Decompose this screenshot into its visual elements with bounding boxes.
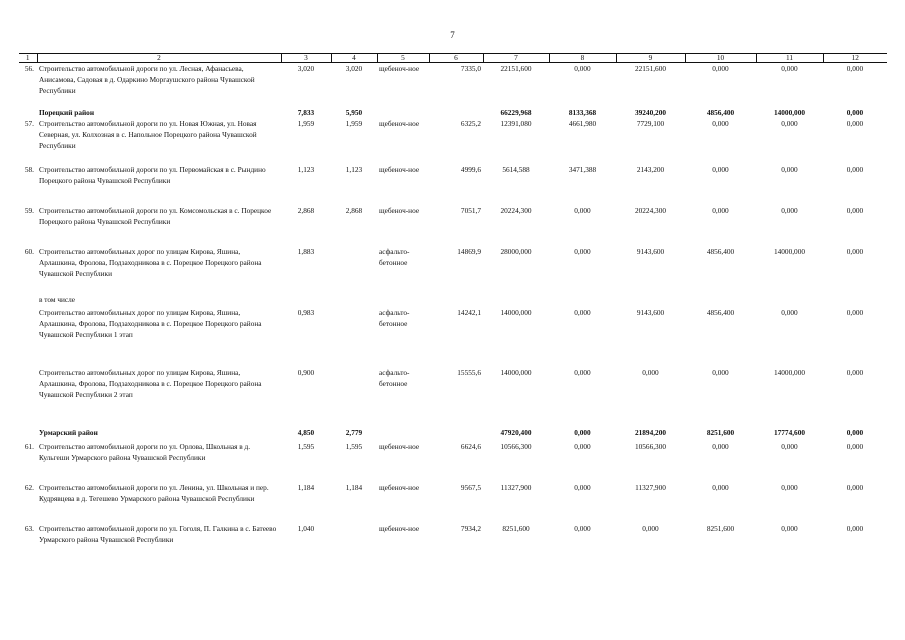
year-3-amount-cell: 0,000	[781, 523, 798, 533]
length-commissioned-cell: 1,184	[345, 482, 363, 492]
length-total-cell: 0,983	[297, 307, 315, 317]
year-1-amount-cell: 9143,600	[636, 307, 665, 317]
year-3-amount-cell: 14000,000	[773, 246, 805, 256]
total-cost-cell: 8251,600	[502, 523, 530, 533]
year-1-amount-cell: 20224,300	[634, 205, 666, 215]
year-3-amount-cell	[756, 294, 823, 307]
note-row	[19, 294, 887, 307]
page-number: 7	[450, 30, 455, 40]
length-commissioned-cell: 1,959	[345, 118, 363, 128]
length-commissioned-cell: 5,950	[345, 107, 363, 117]
length-total-cell: 3,020	[297, 64, 315, 73]
unit-cost-cell: 6624,6	[460, 441, 481, 451]
year-4-amount-cell: 0,000	[846, 107, 864, 117]
column-number: 1	[19, 54, 37, 63]
surface-type-cell: щебеноч-ное	[379, 482, 420, 492]
surface-type-cell: щебеноч-ное	[379, 118, 420, 128]
surface-type-cell	[377, 294, 429, 307]
year-4-amount-cell: 0,000	[846, 205, 864, 215]
spent-before-cell: 0,000	[574, 427, 591, 437]
spent-before-cell: 0,000	[574, 246, 591, 256]
year-3-amount-cell: 0,000	[781, 164, 798, 174]
column-number: 3	[281, 54, 331, 63]
total-cost-cell: 10566,300	[500, 441, 532, 451]
row-number-cell	[19, 367, 37, 427]
total-cost-cell: 11327,900	[500, 482, 532, 492]
object-name-cell: Строительство автомобильной дороги по ул. Лесная, Афанасьева, Анисамова, Садовая в д. Одаркино Моргаушского района Чувашской Республики	[39, 64, 255, 95]
table-row	[19, 63, 887, 107]
year-4-amount-cell	[823, 294, 887, 307]
total-cost-cell: 20224,300	[500, 205, 532, 215]
unit-cost-cell: 4999,6	[460, 164, 481, 174]
length-total-cell: 1,184	[297, 482, 315, 492]
total-cost-cell: 12391,080	[500, 118, 532, 128]
column-number: 7	[483, 54, 549, 63]
row-number-cell: 63.	[24, 523, 34, 533]
year-3-amount-cell: 0,000	[781, 482, 798, 492]
total-cost-cell: 28000,000	[500, 246, 532, 256]
object-name-cell: Строительство автомобильной дороги по ул. Первомайская в с. Рындино Порецкого района Чувашской Республики	[39, 164, 266, 185]
year-2-amount-cell: 4856,400	[706, 107, 735, 117]
unit-cost-cell: 14242,1	[457, 307, 481, 317]
row-number-cell	[19, 307, 37, 367]
table-row	[19, 482, 887, 523]
year-2-amount-cell: 0,000	[712, 441, 729, 451]
year-2-amount-cell	[685, 294, 756, 307]
unit-cost-cell: 15555,6	[457, 367, 481, 377]
year-4-amount-cell: 0,000	[846, 482, 864, 492]
year-1-amount-cell: 0,000	[642, 523, 659, 533]
table-row	[19, 164, 887, 205]
row-number-cell: 61.	[24, 441, 34, 451]
surface-type-cell: асфальто-бетонное	[379, 307, 410, 328]
year-2-amount-cell: 4856,400	[706, 307, 735, 317]
total-cost-cell: 5614,588	[502, 164, 530, 174]
total-cost-cell: 47920,400	[500, 427, 532, 437]
unit-cost-cell	[429, 294, 483, 307]
year-1-amount-cell: 11327,900	[635, 482, 666, 492]
length-commissioned-cell: 3,020	[345, 64, 363, 73]
spent-before-cell: 0,000	[574, 307, 591, 317]
spent-before-cell: 0,000	[574, 64, 591, 73]
length-commissioned-cell: 2,868	[345, 205, 363, 215]
year-4-amount-cell: 0,000	[846, 118, 864, 128]
spent-before-cell: 0,000	[574, 482, 591, 492]
length-total-cell: 2,868	[297, 205, 315, 215]
spent-before-cell: 0,000	[574, 523, 591, 533]
object-name-cell: в том числе	[39, 294, 76, 304]
financing-table	[19, 53, 887, 564]
length-commissioned-cell	[331, 307, 377, 367]
year-2-amount-cell: 0,000	[712, 367, 729, 377]
column-number: 9	[616, 54, 685, 63]
year-3-amount-cell: 14000,000	[773, 367, 805, 377]
year-2-amount-cell: 8251,600	[706, 427, 735, 437]
length-commissioned-cell: 1,595	[345, 441, 363, 451]
unit-cost-cell: 9567,5	[460, 482, 481, 492]
length-commissioned-cell	[331, 246, 377, 294]
surface-type-cell: щебеноч-ное	[379, 164, 420, 174]
object-name-cell: Строительство автомобильной дороги по ул. Гоголя, П. Галкина в с. Батеево Урмарского района Чувашской Республики	[39, 523, 277, 544]
table-row	[19, 523, 887, 564]
spent-before-cell: 3471,388	[568, 164, 597, 174]
unit-cost-cell: 7934,2	[460, 523, 481, 533]
object-name-cell: Строительство автомобильной дороги по ул. Комсомольская в с. Порецкое Порецкого района Чувашской Республики	[39, 205, 272, 226]
unit-cost-cell: 6325,2	[460, 118, 481, 128]
year-3-amount-cell: 0,000	[781, 205, 798, 215]
year-1-amount-cell: 39240,200	[634, 107, 666, 117]
year-2-amount-cell: 0,000	[712, 482, 729, 492]
year-1-amount-cell: 7729,100	[636, 118, 665, 128]
row-number-cell: 58.	[24, 164, 34, 174]
year-2-amount-cell: 8251,600	[706, 523, 735, 533]
table-row	[19, 307, 887, 367]
year-3-amount-cell: 0,000	[781, 64, 798, 73]
year-1-amount-cell: 21894,200	[634, 427, 666, 437]
length-commissioned-cell	[331, 367, 377, 427]
total-cost-cell	[483, 294, 549, 307]
year-4-amount-cell: 0,000	[846, 441, 864, 451]
object-name-cell: Строительство автомобильных дорог по улицам Кирова, Яшина, Арлашкина, Фролова, Подзаходникова в с. Порецкое Порецкого района Чувашской Республики	[39, 246, 262, 278]
object-name-cell: Строительство автомобильной дороги по ул. Новая Южная, ул. Новая Северная, ул. Колхозная в с. Напольное Порецкого района Чувашской Республики	[39, 118, 257, 150]
object-name-cell: Строительство автомобильной дороги по ул. Ленина, ул. Школьная и пер. Кудрявцева в д. Тегешево Урмарского района Чувашской Республики	[39, 482, 269, 503]
spent-before-cell: 4661,980	[568, 118, 597, 128]
table-row	[19, 367, 887, 427]
year-4-amount-cell: 0,000	[846, 64, 864, 73]
table-row	[19, 441, 887, 482]
table-row	[19, 246, 887, 294]
year-4-amount-cell: 0,000	[846, 523, 864, 533]
surface-type-cell: щебеноч-ное	[379, 441, 420, 451]
row-number-cell: 57.	[24, 118, 34, 128]
row-number-cell	[19, 294, 37, 307]
year-3-amount-cell: 0,000	[781, 118, 798, 128]
year-4-amount-cell: 0,000	[846, 307, 864, 317]
year-4-amount-cell: 0,000	[846, 427, 864, 437]
length-total-cell: 1,959	[297, 118, 315, 128]
year-2-amount-cell: 4856,400	[706, 246, 735, 256]
row-number-cell: 59.	[24, 205, 34, 215]
length-total-cell: 1,040	[297, 523, 315, 533]
length-commissioned-cell: 2,779	[345, 427, 363, 437]
length-total-cell: 1,123	[297, 164, 315, 174]
column-number: 4	[331, 54, 377, 63]
total-cost-cell: 66229,968	[500, 107, 532, 117]
length-total-cell	[281, 294, 331, 307]
spent-before-cell: 8133,368	[568, 107, 597, 117]
object-name-cell: Строительство автомобильных дорог по улицам Кирова, Яшина, Арлашкина, Фролова, Подзаходникова в с. Порецкое Порецкого района Чувашской Республики 2 этап	[39, 367, 262, 399]
table-row	[19, 118, 887, 164]
surface-type-cell: щебеноч-ное	[379, 205, 420, 215]
unit-cost-cell	[429, 107, 483, 118]
row-number-cell: 60.	[24, 246, 34, 256]
total-cost-cell: 22151,600	[500, 64, 532, 73]
year-2-amount-cell: 0,000	[712, 205, 729, 215]
district-subtotal-row	[19, 427, 887, 441]
length-total-cell: 4,850	[297, 427, 315, 437]
district-subtotal-row	[19, 107, 887, 118]
year-3-amount-cell: 14000,000	[773, 107, 805, 117]
surface-type-cell	[377, 427, 429, 441]
year-3-amount-cell: 0,000	[781, 307, 798, 317]
column-number-row	[19, 54, 887, 63]
column-number: 5	[377, 54, 429, 63]
length-total-cell: 0,900	[297, 367, 315, 377]
row-number-cell: 56.	[24, 64, 34, 73]
year-2-amount-cell: 0,000	[712, 164, 729, 174]
year-3-amount-cell: 0,000	[781, 441, 798, 451]
year-3-amount-cell: 17774,600	[773, 427, 805, 437]
year-1-amount-cell: 2143,200	[636, 164, 665, 174]
surface-type-cell: асфальто-бетонное	[379, 367, 410, 388]
spent-before-cell: 0,000	[574, 441, 591, 451]
surface-type-cell: щебеноч-ное	[379, 64, 420, 73]
column-number: 2	[37, 54, 281, 63]
row-number-cell	[19, 107, 37, 118]
object-name-cell: Урмарский район	[39, 427, 98, 437]
object-name-cell: Порецкий район	[39, 107, 95, 117]
column-number: 6	[429, 54, 483, 63]
length-total-cell: 7,833	[297, 107, 315, 117]
row-number-cell: 62.	[24, 482, 34, 492]
column-number: 10	[685, 54, 756, 63]
spent-before-cell	[549, 294, 616, 307]
length-commissioned-cell: 1,123	[345, 164, 363, 174]
unit-cost-cell: 7335,0	[460, 64, 481, 73]
surface-type-cell: щебеноч-ное	[379, 523, 420, 533]
total-cost-cell: 14000,000	[500, 367, 532, 377]
column-number: 12	[823, 54, 887, 63]
surface-type-cell	[377, 107, 429, 118]
length-commissioned-cell	[331, 523, 377, 564]
year-1-amount-cell: 0,000	[642, 367, 659, 377]
surface-type-cell: асфальто-бетонное	[379, 246, 410, 267]
total-cost-cell: 14000,000	[500, 307, 532, 317]
unit-cost-cell: 7051,7	[460, 205, 481, 215]
object-name-cell: Строительство автомобильной дороги по ул. Орлова, Школьная в д. Кульгеши Урмарского района Чувашской Республики	[39, 441, 251, 462]
year-1-amount-cell: 10566,300	[634, 441, 666, 451]
length-commissioned-cell	[331, 294, 377, 307]
spent-before-cell: 0,000	[574, 367, 591, 377]
length-total-cell: 1,595	[297, 441, 315, 451]
column-number: 8	[549, 54, 616, 63]
unit-cost-cell: 14869,9	[457, 246, 481, 256]
year-1-amount-cell: 9143,600	[636, 246, 665, 256]
year-4-amount-cell: 0,000	[846, 164, 864, 174]
year-2-amount-cell: 0,000	[712, 64, 729, 73]
year-4-amount-cell: 0,000	[846, 367, 864, 377]
year-2-amount-cell: 0,000	[712, 118, 729, 128]
row-number-cell	[19, 427, 37, 441]
object-name-cell: Строительство автомобильных дорог по улицам Кирова, Яшина, Арлашкина, Фролова, Подзаходникова в с. Порецкое Порецкого района Чувашской Республики 1 этап	[39, 307, 262, 339]
length-total-cell: 1,883	[297, 246, 315, 256]
unit-cost-cell	[429, 427, 483, 441]
year-1-amount-cell: 22151,600	[634, 64, 666, 73]
column-number: 11	[756, 54, 823, 63]
table-row	[19, 205, 887, 246]
year-1-amount-cell	[616, 294, 685, 307]
year-4-amount-cell: 0,000	[846, 246, 864, 256]
spent-before-cell: 0,000	[574, 205, 591, 215]
